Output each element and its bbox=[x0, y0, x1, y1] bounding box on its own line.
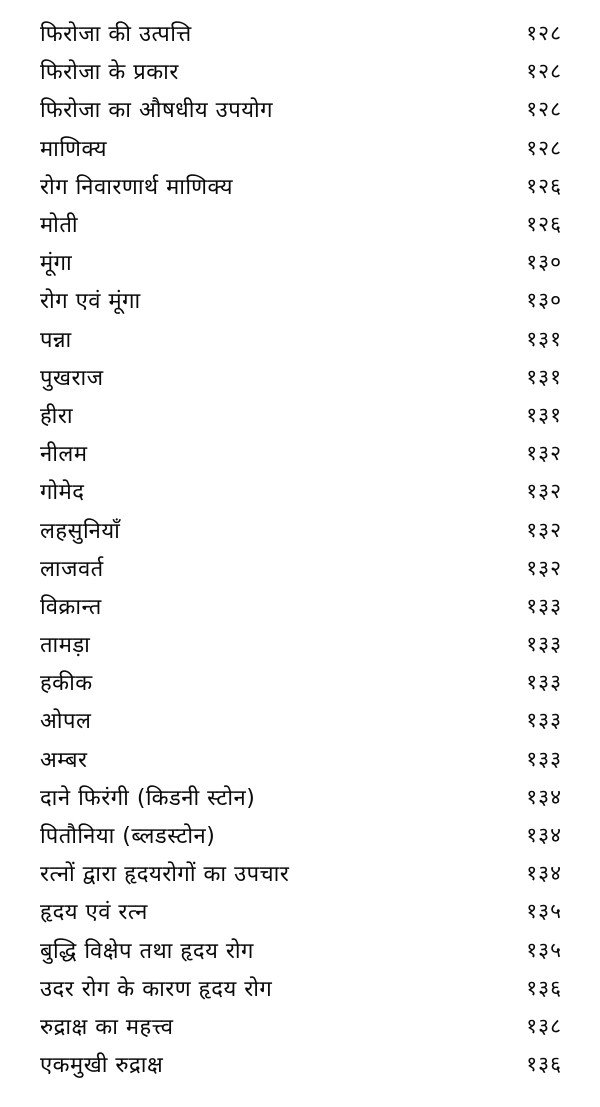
toc-entry-title: माणिक्य bbox=[40, 136, 107, 162]
toc-entry bbox=[40, 1045, 562, 1083]
toc-entry-page: १३२ bbox=[526, 441, 562, 466]
toc-entry-page: १२६ bbox=[526, 212, 562, 237]
toc-entry-title: पितौनिया (ब्लडस्टोन) bbox=[40, 824, 216, 850]
toc-entry-title: पुखराज bbox=[40, 365, 104, 391]
toc-entry-title: रत्नों द्वारा हृदयरोगों का उपचार bbox=[40, 862, 290, 888]
toc-entry bbox=[40, 243, 562, 281]
toc-entry-title: हकीक bbox=[40, 671, 93, 697]
toc-entry-title: पन्ना bbox=[40, 327, 72, 353]
toc-entry-title: फिरोजा के प्रकार bbox=[40, 60, 179, 86]
toc-entry-page: १३५ bbox=[526, 899, 562, 924]
toc-entry-title: नीलम bbox=[40, 442, 88, 468]
toc-entry-page: १३३ bbox=[526, 593, 562, 618]
toc-entry bbox=[40, 740, 562, 778]
toc-entry-title: रोग निवारणार्थ माणिक्य bbox=[40, 174, 234, 200]
toc-entry-title: फिरोजा का औषधीय उपयोग bbox=[40, 98, 274, 124]
toc-entry bbox=[40, 625, 562, 663]
toc-entry-page: १३६ bbox=[526, 1052, 562, 1077]
toc-entry-title: उदर रोग के कारण हृदय रोग bbox=[40, 976, 273, 1002]
toc-entry-page: १३२ bbox=[526, 555, 562, 580]
toc-entry-title: हृदय एवं रत्न bbox=[40, 900, 148, 926]
toc-entry-page: १३० bbox=[526, 288, 562, 313]
toc-entry bbox=[40, 854, 562, 892]
toc-entry bbox=[40, 205, 562, 243]
toc-entry bbox=[40, 663, 562, 701]
toc-entry bbox=[40, 587, 562, 625]
toc-entry-title: गोमेद bbox=[40, 480, 85, 506]
toc-entry bbox=[40, 778, 562, 816]
toc-entry bbox=[40, 358, 562, 396]
toc-entry-page: १३६ bbox=[526, 975, 562, 1000]
table-of-contents bbox=[40, 14, 562, 1083]
toc-entry bbox=[40, 892, 562, 930]
toc-entry-title: ओपल bbox=[40, 709, 92, 735]
toc-entry bbox=[40, 320, 562, 358]
toc-entry bbox=[40, 701, 562, 739]
toc-entry-title: विक्रान्त bbox=[40, 594, 102, 620]
toc-entry bbox=[40, 931, 562, 969]
toc-entry-page: १३२ bbox=[526, 479, 562, 504]
toc-entry-page: १३३ bbox=[526, 708, 562, 733]
toc-entry-page: १३० bbox=[526, 250, 562, 275]
toc-entry-page: १३३ bbox=[526, 632, 562, 657]
toc-entry-title: एकमुखी रुद्राक्ष bbox=[40, 1053, 164, 1079]
toc-entry-title: हीरा bbox=[40, 403, 74, 429]
toc-entry-page: १३२ bbox=[526, 517, 562, 542]
toc-entry-page: १३१ bbox=[526, 326, 562, 351]
toc-entry-page: १३५ bbox=[526, 937, 562, 962]
toc-entry-title: मोती bbox=[40, 213, 79, 239]
toc-entry-page: १२८ bbox=[526, 135, 562, 160]
toc-entry-page: १३३ bbox=[526, 746, 562, 771]
toc-entry bbox=[40, 434, 562, 472]
toc-entry bbox=[40, 14, 562, 52]
toc-entry-page: १३८ bbox=[526, 1013, 562, 1038]
toc-entry bbox=[40, 396, 562, 434]
toc-entry-page: १३४ bbox=[526, 861, 562, 886]
toc-entry-title: लाजवर्त bbox=[40, 556, 104, 582]
toc-entry bbox=[40, 281, 562, 319]
toc-entry-page: १२८ bbox=[526, 59, 562, 84]
toc-entry-page: १३१ bbox=[526, 364, 562, 389]
toc-entry-page: १२६ bbox=[526, 173, 562, 198]
toc-entry-title: दाने फिरंगी (किडनी स्टोन) bbox=[40, 785, 256, 811]
toc-entry-title: लहसुनियाँ bbox=[40, 518, 121, 544]
toc-entry-title: अम्बर bbox=[40, 747, 88, 773]
toc-entry bbox=[40, 549, 562, 587]
toc-entry bbox=[40, 510, 562, 548]
toc-entry bbox=[40, 167, 562, 205]
toc-entry-title: तामड़ा bbox=[40, 633, 91, 659]
toc-entry-page: १३४ bbox=[526, 784, 562, 809]
toc-entry-page: १३१ bbox=[526, 402, 562, 427]
toc-entry bbox=[40, 129, 562, 167]
toc-entry-page: १३४ bbox=[526, 823, 562, 848]
toc-entry-title: रुद्राक्ष का महत्त्व bbox=[40, 1014, 174, 1040]
toc-entry-title: बुद्धि विक्षेप तथा हृदय रोग bbox=[40, 938, 254, 964]
toc-entry-title: मूंगा bbox=[40, 251, 73, 277]
toc-entry-title: रोग एवं मूंगा bbox=[40, 289, 141, 315]
toc-entry bbox=[40, 472, 562, 510]
toc-entry bbox=[40, 1007, 562, 1045]
toc-entry-page: १२८ bbox=[526, 97, 562, 122]
toc-entry bbox=[40, 90, 562, 128]
toc-entry-page: १३३ bbox=[526, 670, 562, 695]
toc-entry-page: १२८ bbox=[526, 21, 562, 46]
toc-entry-title: फिरोजा की उत्पत्ति bbox=[40, 22, 192, 48]
toc-entry bbox=[40, 816, 562, 854]
toc-entry bbox=[40, 52, 562, 90]
toc-entry bbox=[40, 969, 562, 1007]
